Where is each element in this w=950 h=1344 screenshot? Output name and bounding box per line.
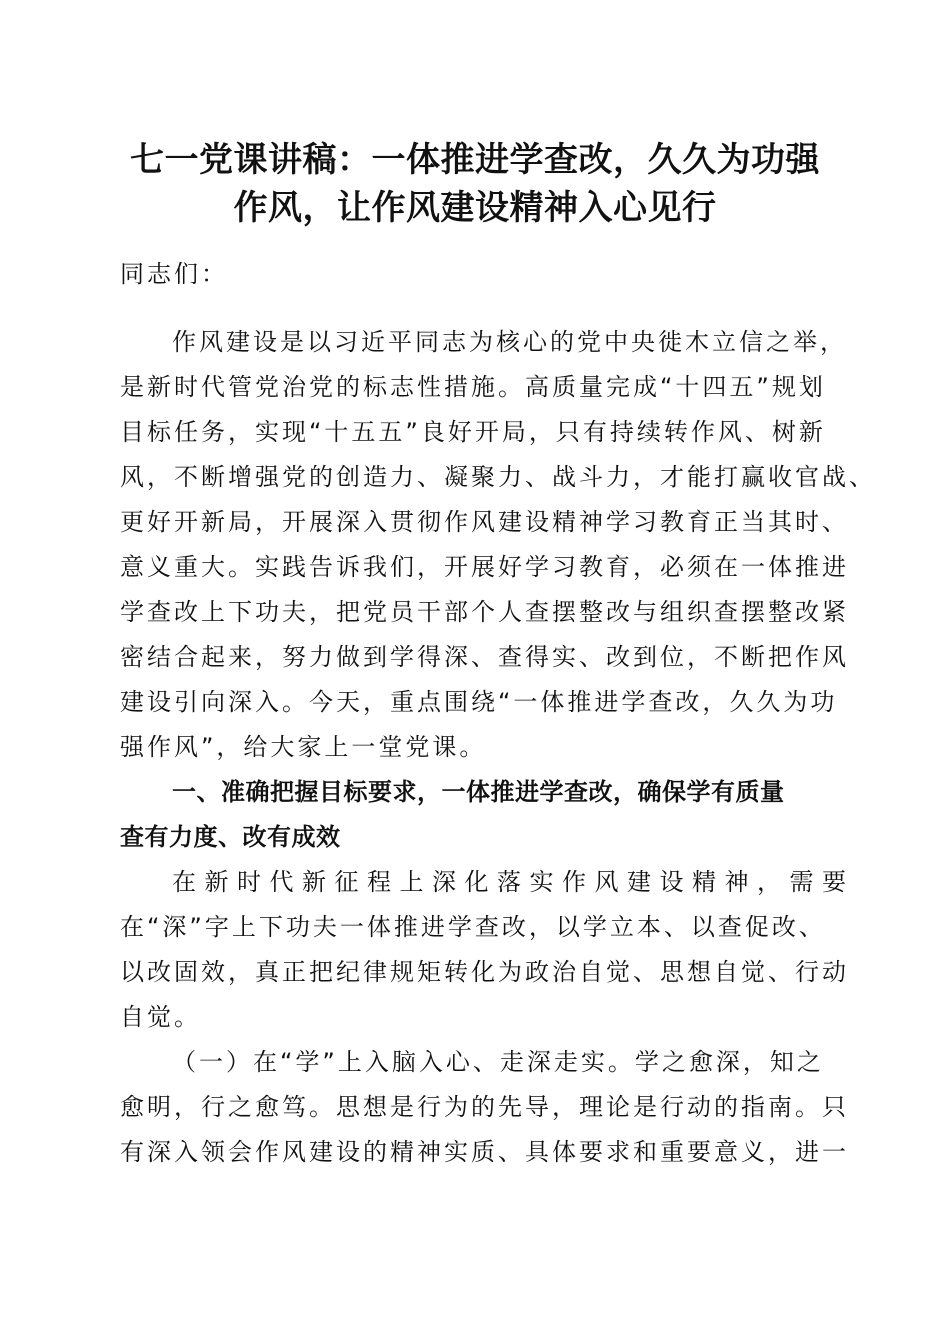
paragraph2-line: 在新时代新征程上深化落实作风建设精神，需要 (172, 868, 855, 896)
paragraph3-line: （一）在“学”上入脑入心、走深走实。学之愈深，知之 (172, 1048, 824, 1076)
paragraph2-line: 以改固效，真正把纪律规矩转化为政治自觉、思想自觉、行动 (120, 958, 849, 986)
paragraph2-line: 在“深”字上下功夫一体推进学查改，以学立本、以查促改、 (120, 913, 826, 941)
paragraph3-line: 有深入领会作风建设的精神实质、具体要求和重要意义，进一 (120, 1138, 849, 1166)
paragraph2-line: 自觉。 (120, 1003, 201, 1031)
paragraph1-line: 目标任务，实现“十五五”良好开局，只有持续转作风、树新 (120, 418, 826, 446)
section-heading-line: 一、准确把握目标要求，一体推进学查改，确保学有质量 (172, 778, 785, 806)
paragraph3-line: 愈明，行之愈笃。思想是行为的先导，理论是行动的指南。只 (120, 1093, 849, 1121)
paragraph1-line: 密结合起来，努力做到学得深、查得实、改到位，不断把作风 (120, 643, 849, 671)
paragraph1-line: 风，不断增强党的创造力、凝聚力、战斗力，才能打赢收官战、 (120, 463, 876, 491)
document-title-line-2: 作风，让作风建设精神入心见行 (233, 188, 717, 228)
paragraph1-line: 作风建设是以习近平同志为核心的党中央徙木立信之举， (172, 328, 847, 356)
paragraph1-line: 更好开新局，开展深入贯彻作风建设精神学习教育正当其时、 (120, 508, 849, 536)
section-heading-line: 查有力度、改有成效 (120, 823, 341, 851)
salutation: 同志们： (120, 260, 228, 288)
document-title-line-1: 七一党课讲稿：一体推进学查改，久久为功强 (130, 140, 820, 180)
paragraph1-line: 意义重大。实践告诉我们，开展好学习教育，必须在一体推进 (120, 553, 849, 581)
paragraph1-line: 学查改上下功夫，把党员干部个人查摆整改与组织查摆整改紧 (120, 598, 849, 626)
paragraph1-line: 是新时代管党治党的标志性措施。高质量完成“十四五”规划 (120, 373, 826, 401)
paragraph1-line: 强作风”，给大家上一堂党课。 (120, 733, 487, 761)
paragraph1-line: 建设引向深入。今天，重点围绕“一体推进学查改，久久为功 (120, 688, 838, 716)
